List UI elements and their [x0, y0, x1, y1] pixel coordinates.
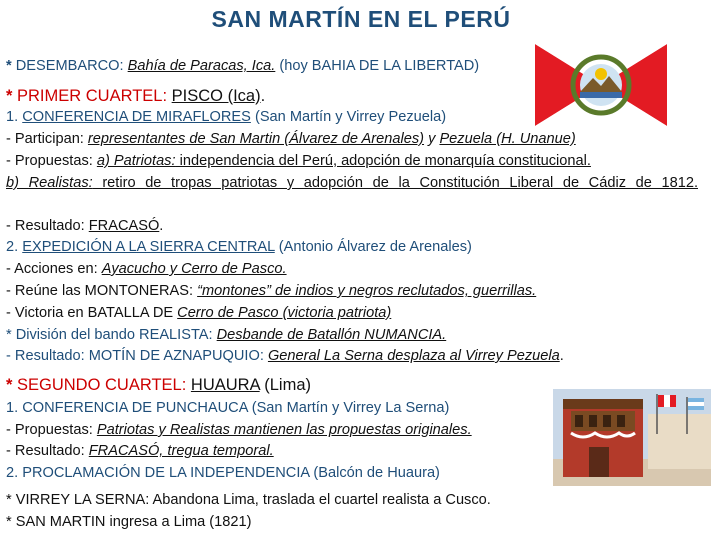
participant-join: y	[424, 131, 440, 147]
result-label: - Resultado:	[6, 218, 89, 234]
expedition-leader: (Antonio Álvarez de Arenales)	[274, 239, 472, 255]
proclamation-title: 2. PROCLAMACIÓN DE LA INDEPENDENCIA	[6, 465, 310, 481]
first-headquarters-line	[6, 87, 265, 105]
proclamation-heading	[6, 464, 440, 482]
participant-b: Pezuela (H. Unanue)	[439, 131, 576, 147]
protectorate-flag-image	[535, 44, 667, 126]
landing-line	[6, 57, 479, 75]
patriots-proposal: independencia del Perú, adopción de monarquía constitucional.	[175, 153, 591, 169]
royalist-division-detail: Desbande de Batallón NUMANCIA.	[216, 327, 447, 343]
aznapuquio-label: - Resultado: MOTÍN DE AZNAPUQUIO:	[6, 348, 268, 364]
battle-label: - Victoria en BATALLA DE	[6, 305, 178, 321]
aznapuquio-line	[6, 347, 564, 365]
page-title: SAN MARTÍN EN EL PERÚ	[211, 6, 511, 32]
participants-label: - Participan:	[6, 131, 88, 147]
second-headquarters-place: HUAURA	[190, 376, 260, 394]
period: .	[559, 348, 564, 364]
participants-line	[6, 130, 576, 148]
proposals-patriots-line	[6, 152, 591, 170]
miraflores-title: CONFERENCIA DE MIRAFLORES	[22, 109, 251, 125]
bullet-asterisk: *	[6, 87, 13, 105]
royalists-label: b) Realistas:	[6, 175, 93, 191]
punchauca-proposals: Patriotas y Realistas mantienen las propuestas originales.	[96, 422, 472, 438]
expedition-title: EXPEDICIÓN A LA SIERRA CENTRAL	[22, 239, 275, 255]
proposals-label: - Propuestas:	[6, 153, 97, 169]
battle-name: Cerro de Pasco (victoria patriota)	[177, 305, 392, 321]
miraflores-participants: (San Martín y Virrey Pezuela)	[250, 109, 447, 125]
montoneras-definition: “montones” de indios y negros reclutados, guerrillas.	[197, 283, 537, 299]
item-number: 1.	[6, 109, 23, 125]
proposals-royalists-line	[6, 174, 698, 192]
miraflores-result-line	[6, 217, 163, 235]
proposals-label: - Propuestas:	[6, 422, 97, 438]
royalists-proposal: retiro de tropas patriotas y adopción de la Constitución Liberal de Cádiz de 1812.	[92, 175, 698, 191]
landing-label: DESEMBARCO:	[11, 58, 128, 74]
second-headquarters-label: SEGUNDO CUARTEL:	[12, 376, 191, 394]
landing-place: Bahía de Paracas, Ica.	[127, 58, 276, 74]
first-headquarters-place: PISCO (Ica)	[171, 87, 261, 105]
battle-line	[6, 304, 391, 322]
royalist-division-line	[6, 326, 446, 344]
san-martin-lima-line: * SAN MARTIN ingresa a Lima (1821)	[6, 514, 252, 530]
result-label: - Resultado:	[6, 443, 89, 459]
result-value: FRACASÓ	[88, 218, 160, 234]
punchauca-proposals-line	[6, 421, 472, 439]
proclamation-place: (Balcón de Huaura)	[309, 465, 440, 481]
participant-a: representantes de San Martin (Álvarez de Arenales)	[87, 131, 425, 147]
period: .	[159, 218, 164, 234]
montoneras-label: - Reúne las MONTONERAS:	[6, 283, 198, 299]
aznapuquio-detail: General La Serna desplaza al Virrey Pezuela	[267, 348, 560, 364]
viceroy-line: * VIRREY LA SERNA: Abandona Lima, traslada el cuartel realista a Cusco.	[6, 492, 491, 508]
punchauca-result-line	[6, 442, 274, 460]
huaura-balcony-photo	[553, 389, 711, 486]
punchauca-result: FRACASÓ, tregua temporal.	[88, 443, 274, 459]
punchauca-heading: 1. CONFERENCIA DE PUNCHAUCA (San Martín y Virrey La Serna)	[6, 400, 450, 416]
patriots-label: a) Patriotas:	[96, 153, 176, 169]
item-number: 2.	[6, 239, 23, 255]
bullet-asterisk: *	[6, 376, 13, 394]
royalist-division-label: * División del bando REALISTA:	[6, 327, 217, 343]
actions-line	[6, 260, 287, 278]
actions-places: Ayacucho y Cerro de Pasco.	[101, 261, 287, 277]
bullet-asterisk: *	[6, 58, 12, 74]
second-headquarters-region: (Lima)	[259, 376, 312, 394]
miraflores-heading	[6, 108, 446, 126]
first-headquarters-label: PRIMER CUARTEL:	[12, 87, 172, 105]
actions-label: - Acciones en:	[6, 261, 102, 277]
expedition-heading	[6, 238, 472, 256]
montoneras-line	[6, 282, 536, 300]
landing-note: (hoy BAHIA DE LA LIBERTAD)	[275, 58, 480, 74]
second-headquarters-line	[6, 376, 311, 394]
period: .	[260, 87, 266, 105]
